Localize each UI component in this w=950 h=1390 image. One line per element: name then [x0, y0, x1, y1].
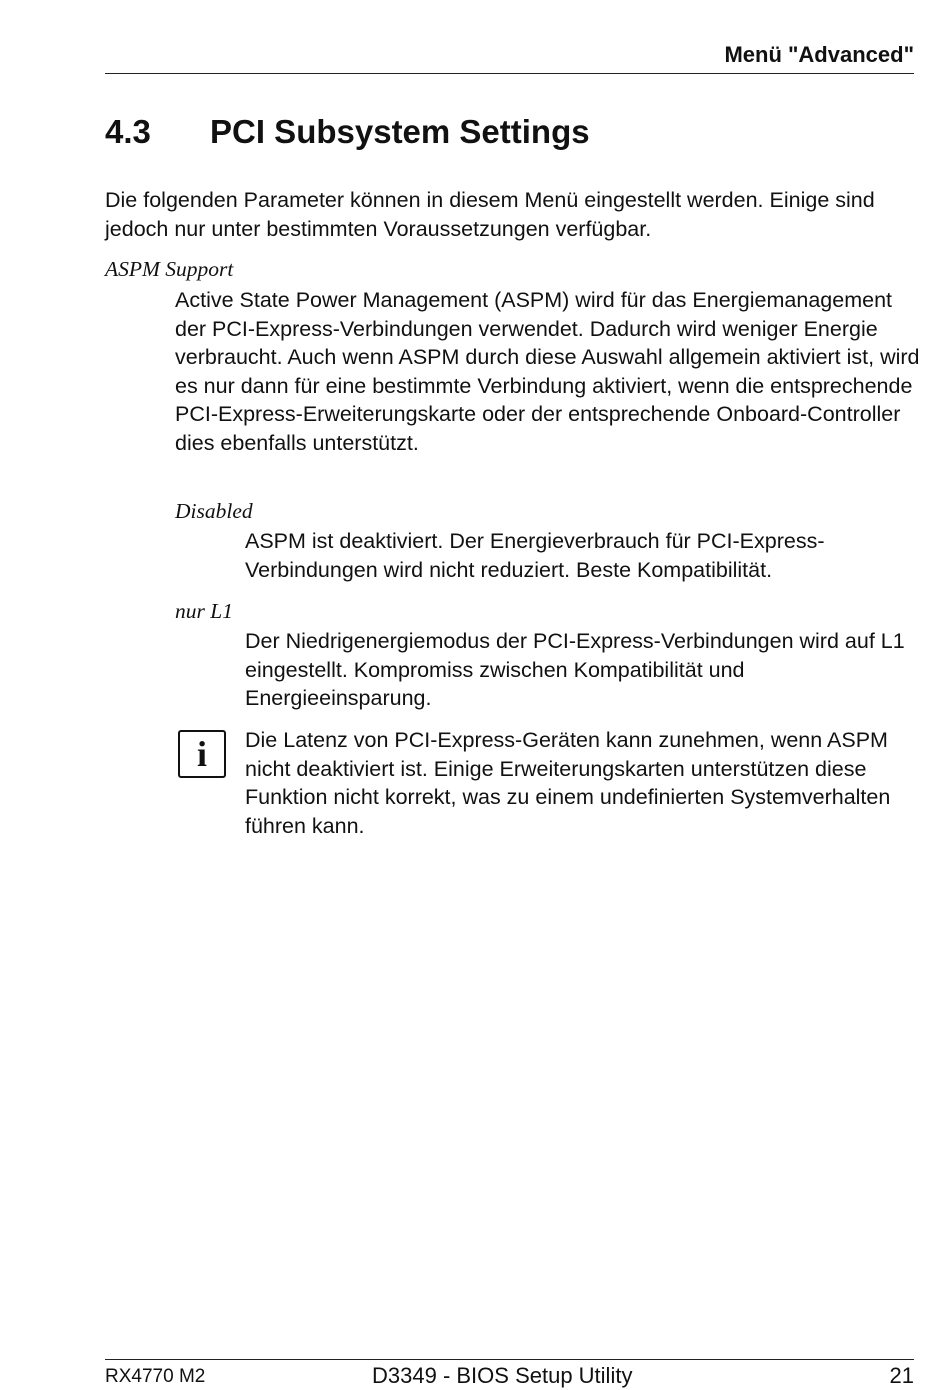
section-heading: [105, 113, 590, 151]
aspm-support-term: ASPM Support: [105, 257, 234, 281]
section-title: PCI Subsystem Settings: [210, 113, 590, 150]
option-disabled-description: ASPM ist deaktiviert. Der Energieverbrauch für PCI-Express-Verbindungen wird nicht reduziert. Beste Kompatibilität.: [245, 529, 825, 582]
footer-document-title: D3349 - BIOS Setup Utility: [372, 1363, 633, 1388]
page-number: 21: [889, 1363, 914, 1388]
footer-model: RX4770 M2: [105, 1366, 206, 1387]
option-disabled-term: Disabled: [175, 499, 253, 523]
header-title: Menü "Advanced": [724, 42, 914, 67]
option-nur-l1-description: Der Niedrigenergiemodus der PCI-Express-Verbindungen wird auf L1 eingestellt. Kompromiss zwischen Kompatibilität und Energieeinsparung.: [245, 629, 905, 710]
header-divider: [105, 73, 914, 74]
footer-divider: [105, 1359, 914, 1360]
option-nur-l1-term: nur L1: [175, 599, 233, 623]
aspm-support-description: Active State Power Management (ASPM) wird für das Energiemanagement der PCI-Express-Verbindungen verwendet. Dadurch wird weniger Energie verbraucht. Auch wenn ASPM durch diese Auswahl allgemein aktiviert ist, wird es nur dann für eine bestimmte Verbindung aktiviert, wenn die entsprechende PCI-Express-Erweiterungskarte oder der entsprechende Onboard-Controller dies ebenfalls unterstützt.: [175, 288, 920, 455]
section-number: 4.3: [105, 113, 151, 150]
info-icon: i: [178, 730, 226, 778]
intro-paragraph: Die folgenden Parameter können in diesem Menü eingestellt werden. Einige sind jedoch nur unter bestimmten Voraussetzungen verfügbar.: [105, 188, 875, 241]
info-note-text: Die Latenz von PCI-Express-Geräten kann zunehmen, wenn ASPM nicht deaktiviert ist. Einige Erweiterungskarten unterstützen diese Funktion nicht korrekt, was zu einem undefinierten Systemverhalten führen kann.: [245, 728, 891, 838]
